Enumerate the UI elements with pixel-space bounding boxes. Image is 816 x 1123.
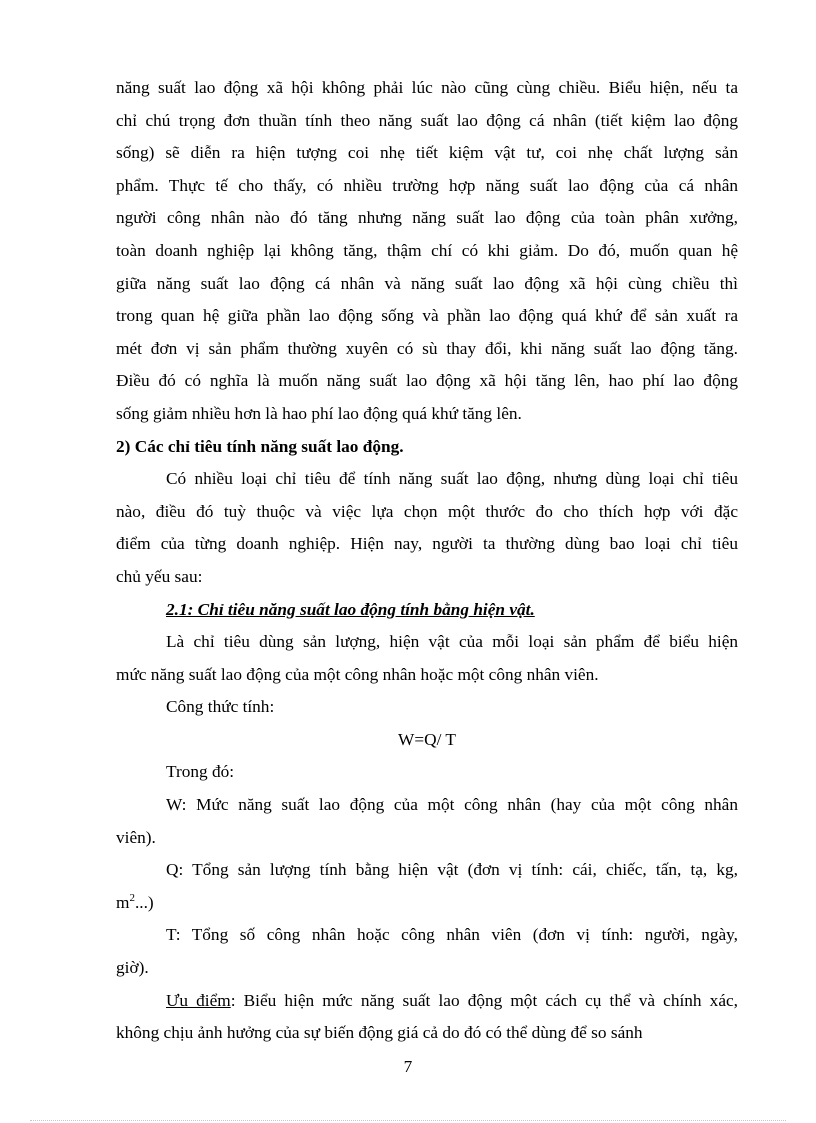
text-line: người công nhân nào đó tăng nhưng năng suất lao động của toàn phân xưởng, (116, 208, 738, 228)
unit-base: m (116, 892, 130, 912)
text-line: nào, điều đó tuỳ thuộc và việc lựa chọn một thước đo cho thích hợp với đặc (116, 501, 738, 521)
text-line: mét đơn vị sản phẩm thường xuyên có sù thay đổi, khi năng suất lao động tăng. (116, 338, 738, 358)
paragraph-advantage (116, 985, 738, 1050)
text-line: giờ). (116, 958, 149, 978)
text-line: trong quan hệ giữa phần lao động sống và phần lao động quá khứ để sản xuất ra (116, 306, 738, 326)
definition-w (116, 789, 738, 854)
paragraph-indicators (116, 463, 738, 593)
text-line: mức năng suất lao động của một công nhân hoặc một công nhân viên. (116, 664, 599, 684)
paragraph-intro (116, 72, 738, 431)
section-heading: 2) Các chỉ tiêu tính năng suất lao động. (116, 436, 404, 456)
subsection-heading (116, 594, 738, 627)
unit-rest: ...) (134, 892, 154, 912)
text-line: giữa năng suất lao động cá nhân và năng suất lao động xã hội cùng chiều thì (116, 273, 738, 293)
paragraph-definition (116, 626, 738, 691)
text-line: W: Mức năng suất lao động của một công nhân (hay của một công nhân (166, 795, 738, 815)
text-line: điểm của từng doanh nghiệp. Hiện nay, người ta thường dùng bao loại chỉ tiêu (116, 534, 738, 554)
text-line: chỉ chú trọng đơn thuần tính theo năng suất lao động cá nhân (tiết kiệm lao động (116, 110, 738, 130)
definition-t (116, 919, 738, 984)
text-line: viên). (116, 827, 156, 847)
text-line: sống giảm nhiều hơn là hao phí lao động quá khứ tăng lên. (116, 403, 522, 423)
text-line (116, 985, 738, 1018)
text-line: Q: Tổng sản lượng tính bằng hiện vật (đơn vị tính: cái, chiếc, tấn, tạ, kg, (166, 860, 738, 880)
text-line: Có nhiều loại chỉ tiêu để tính năng suất lao động, nhưng dùng loại chỉ tiêu (166, 469, 738, 489)
text-line: toàn doanh nghiệp lại không tăng, thậm chí có khi giảm. Do đó, muốn quan hệ (116, 240, 738, 260)
text-line (116, 887, 738, 920)
advantage-text: : Biểu hiện mức năng suất lao động một cách cụ thể và chính xác, (230, 990, 738, 1010)
text-line: năng suất lao động xã hội không phải lúc nào cũng cùng chiều. Biểu hiện, nếu ta (116, 78, 738, 97)
unit-superscript: 2 (129, 892, 135, 905)
page-bottom-divider (30, 1120, 786, 1121)
formula-label: Công thức tính: (166, 697, 275, 717)
text-line: Điều đó có nghĩa là muốn năng suất lao động xã hội tăng lên, hao phí lao động (116, 371, 738, 391)
text-line: T: Tổng số công nhân hoặc công nhân viên (đơn vị tính: người, ngày, (166, 925, 738, 945)
subsection-heading-text: 2.1: Chỉ tiêu năng suất lao động tính bằng hiện vật. (166, 599, 535, 619)
text-line: phẩm. Thực tế cho thấy, có nhiều trường hợp năng suất lao động của cá nhân (116, 175, 738, 195)
definition-q (116, 854, 738, 919)
page-number: 7 (403, 1057, 413, 1076)
text-line: không chịu ảnh hưởng của sự biến động giá cả do đó có thể dùng để so sánh (116, 1023, 643, 1043)
text-line: Là chỉ tiêu dùng sản lượng, hiện vật của mỗi loại sản phẩm để biểu hiện (166, 632, 738, 652)
body-text (116, 72, 738, 1050)
text-line: sống) sẽ diễn ra hiện tượng coi nhẹ tiết kiệm vật tư, coi nhẹ chất lượng sản (116, 143, 738, 163)
formula: W=Q/ T (398, 729, 456, 749)
where-label: Trong đó: (166, 762, 235, 782)
text-line: chủ yếu sau: (116, 566, 203, 586)
advantage-label: Ưu điểm (166, 990, 231, 1010)
